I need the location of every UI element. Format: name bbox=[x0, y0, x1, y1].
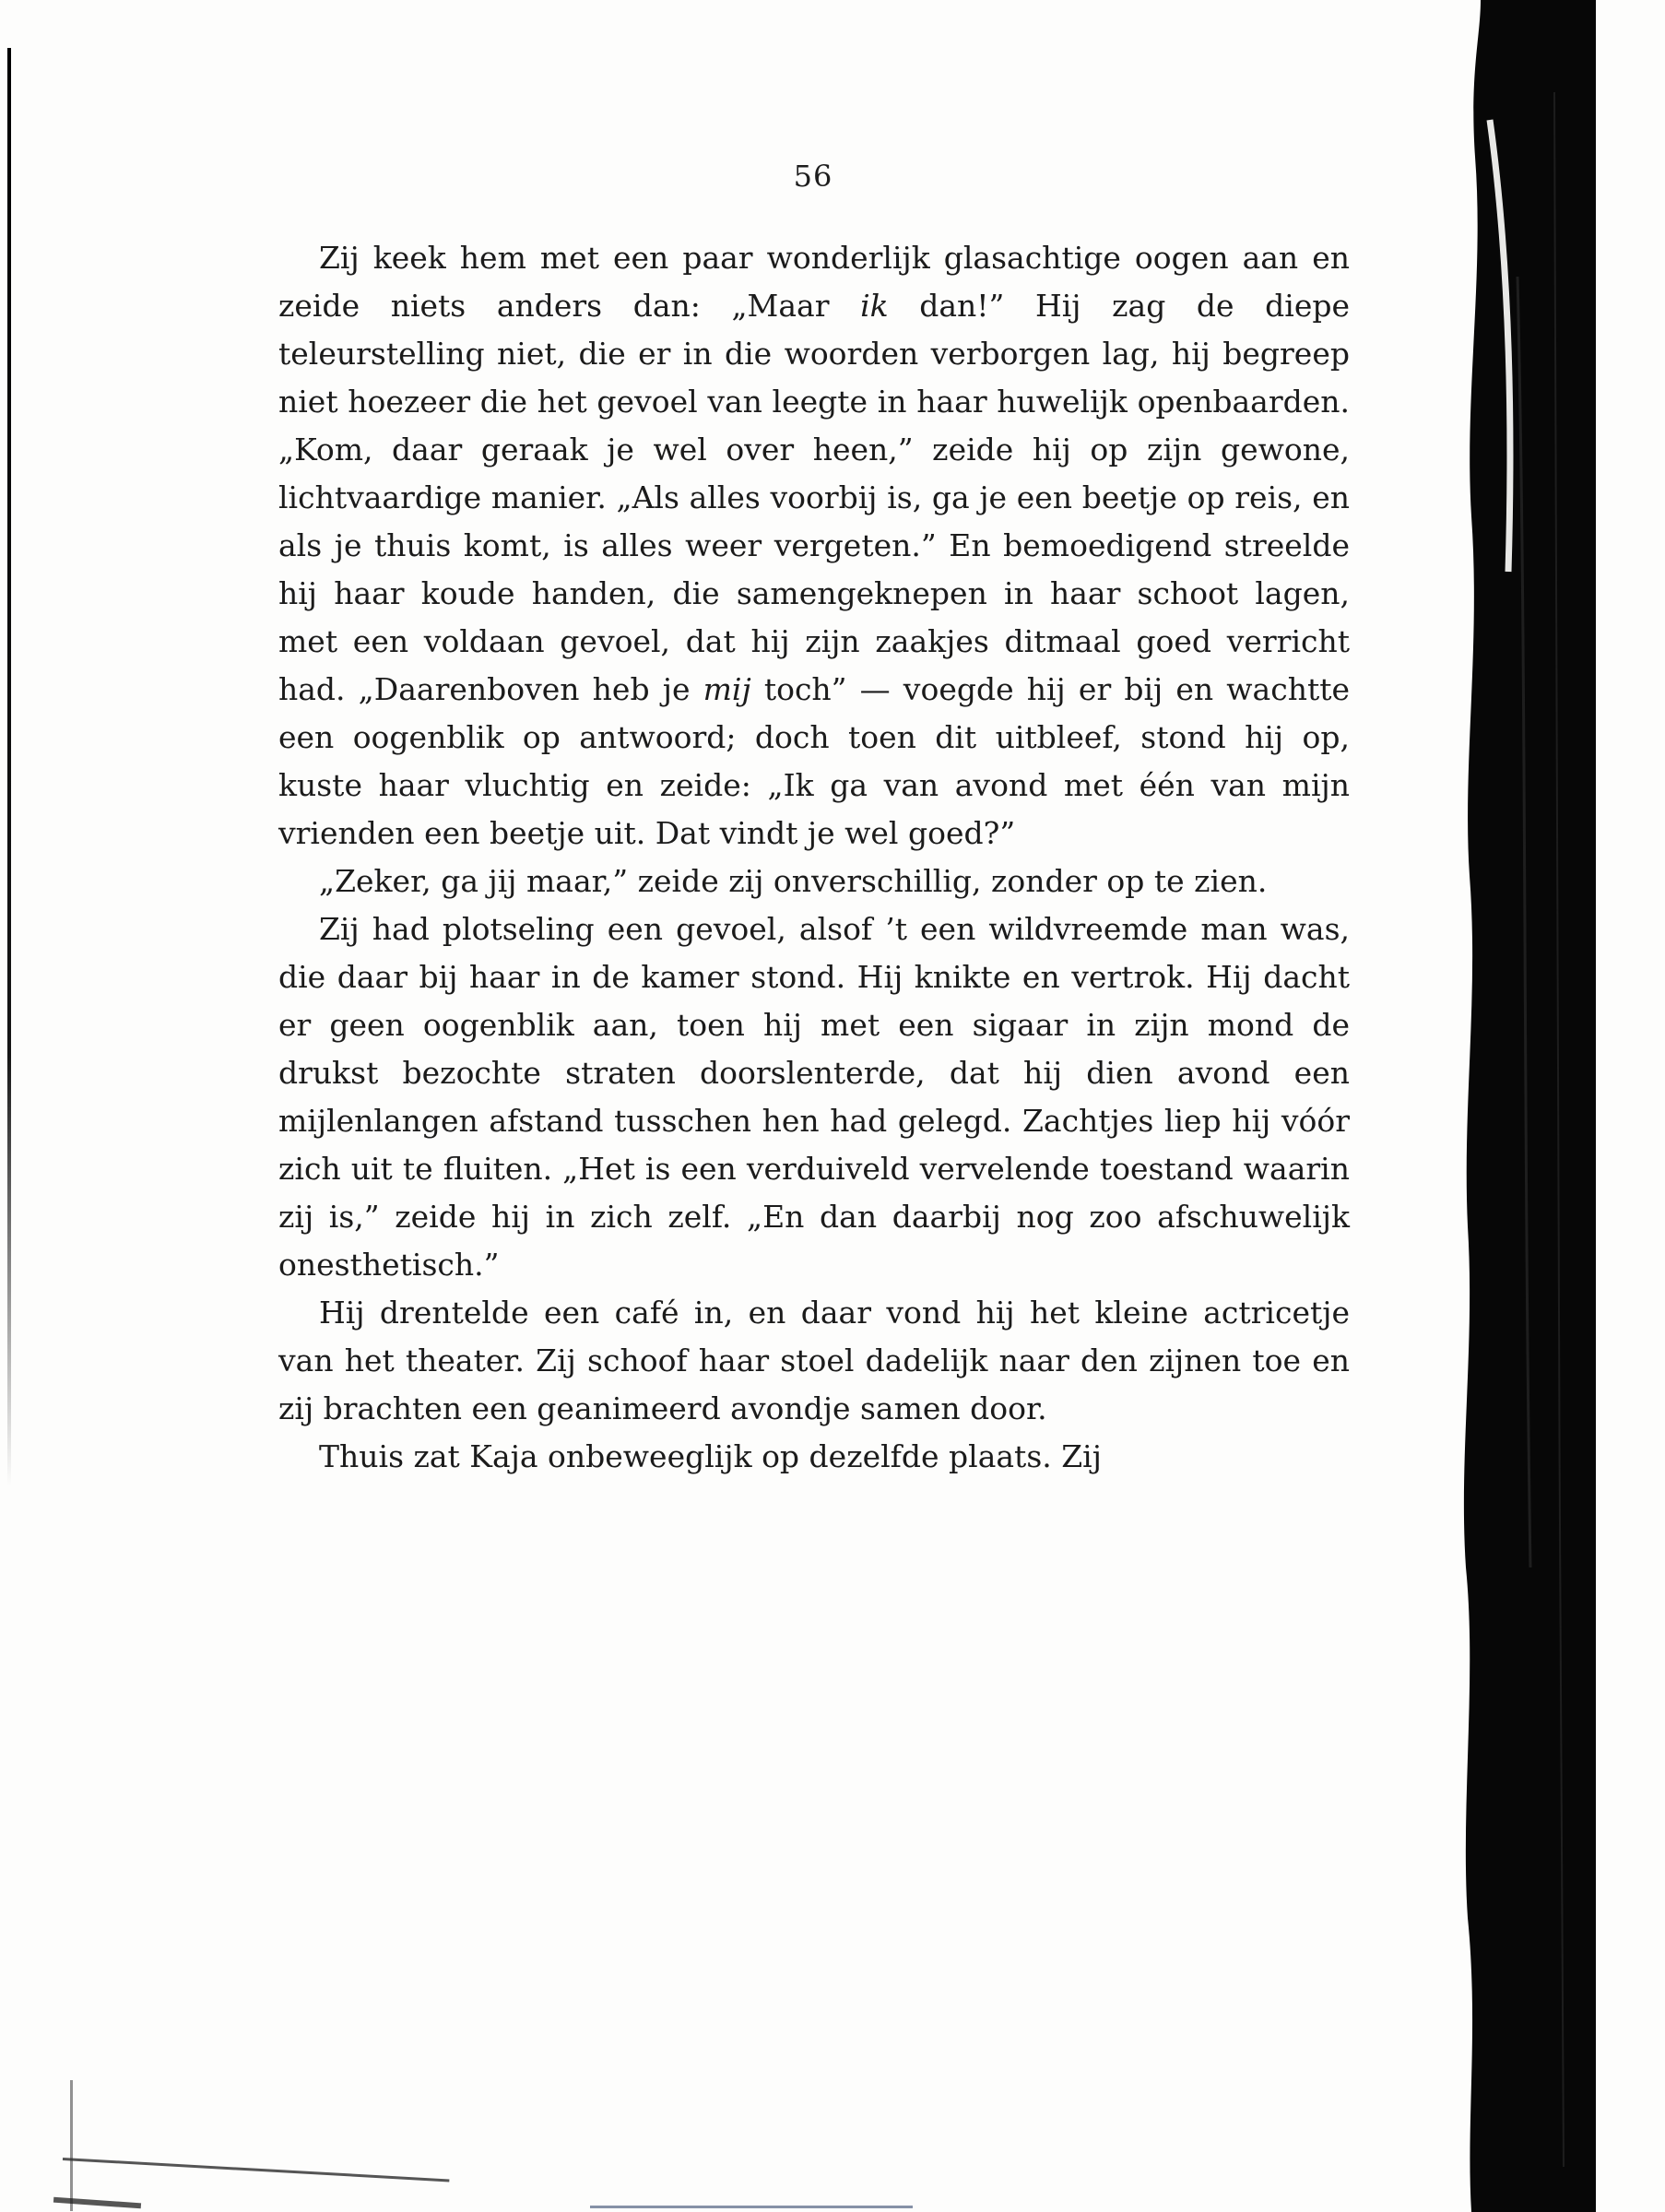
italic-text-run: mij bbox=[703, 671, 751, 707]
italic-text-run: ik bbox=[860, 288, 889, 324]
body-text bbox=[278, 234, 1350, 1481]
scan-bottom-diagonal-artifact bbox=[63, 2158, 450, 2182]
text-run: Hij drentelde een café in, en daar vond hij het kleine actricetje van het theater. Zij schoof haar stoel dadelijk naar den zijnen toe en zij brachten een geanimeerd avondje samen door. bbox=[278, 1295, 1350, 1426]
paragraph bbox=[278, 234, 1350, 858]
page-number: 56 bbox=[793, 159, 833, 194]
scan-bottom-speck-artifact bbox=[53, 2197, 141, 2209]
scan-bottom-edge-line-artifact bbox=[590, 2206, 913, 2208]
paragraph bbox=[278, 858, 1350, 905]
text-run: „Zeker, ga jij maar,” zeide zij onverschillig, zonder op te zien. bbox=[319, 863, 1268, 899]
scan-left-edge-artifact bbox=[7, 48, 11, 1486]
scan-bottom-left-line-artifact bbox=[70, 2080, 73, 2211]
text-run: Zij keek hem met een paar wonderlijk glasachtige oogen aan en zeide niets anders dan: „Maar bbox=[278, 240, 1350, 324]
scan-right-edge-artifact bbox=[1453, 0, 1665, 2212]
text-run: dan!” Hij zag de diepe teleurstelling niet, die er in die woorden verborgen lag, hij begreep niet hoezeer die het gevoel van leegte in haar huwelijk openbaarden. „Kom, daar geraak je wel over heen,” zeide hij op zijn gewone, lichtvaardige manier. „Als alles voorbij is, ga je een beetje op reis, en als je thuis komt, is alles weer vergeten.” En bemoedigend streelde hij haar koude handen, die samengeknepen in haar schoot lagen, met een voldaan gevoel, dat hij zijn zaakjes ditmaal goed verricht had. „Daarenboven heb je bbox=[278, 288, 1350, 707]
text-run: toch” — voegde hij er bij en wachtte een oogenblik op antwoord; doch toen dit uitbleef, stond hij op, kuste haar vluchtig en zeide: „Ik ga van avond met één van mijn vrienden een beetje uit. Dat vindt je wel goed?” bbox=[278, 671, 1350, 851]
paragraph bbox=[278, 1289, 1350, 1433]
paragraph bbox=[278, 1433, 1350, 1481]
text-run: Thuis zat Kaja onbeweeglijk op dezelfde plaats. Zij bbox=[319, 1438, 1102, 1474]
paragraph bbox=[278, 905, 1350, 1289]
text-run: Zij had plotseling een gevoel, alsof ’t een wildvreemde man was, die daar bij haar in de kamer stond. Hij knikte en vertrok. Hij dacht er geen oogenblik aan, toen hij met een sigaar in zijn mond de drukst bezochte straten doorslenterde, dat hij dien avond een mijlenlangen afstand tusschen hen had gelegd. Zachtjes liep hij vóór zich uit te fluiten. „Het is een verduiveld vervelende toestand waarin zij is,” zeide hij in zich zelf. „En dan daarbij nog zoo afschuwelijk onesthetisch.” bbox=[278, 911, 1350, 1283]
